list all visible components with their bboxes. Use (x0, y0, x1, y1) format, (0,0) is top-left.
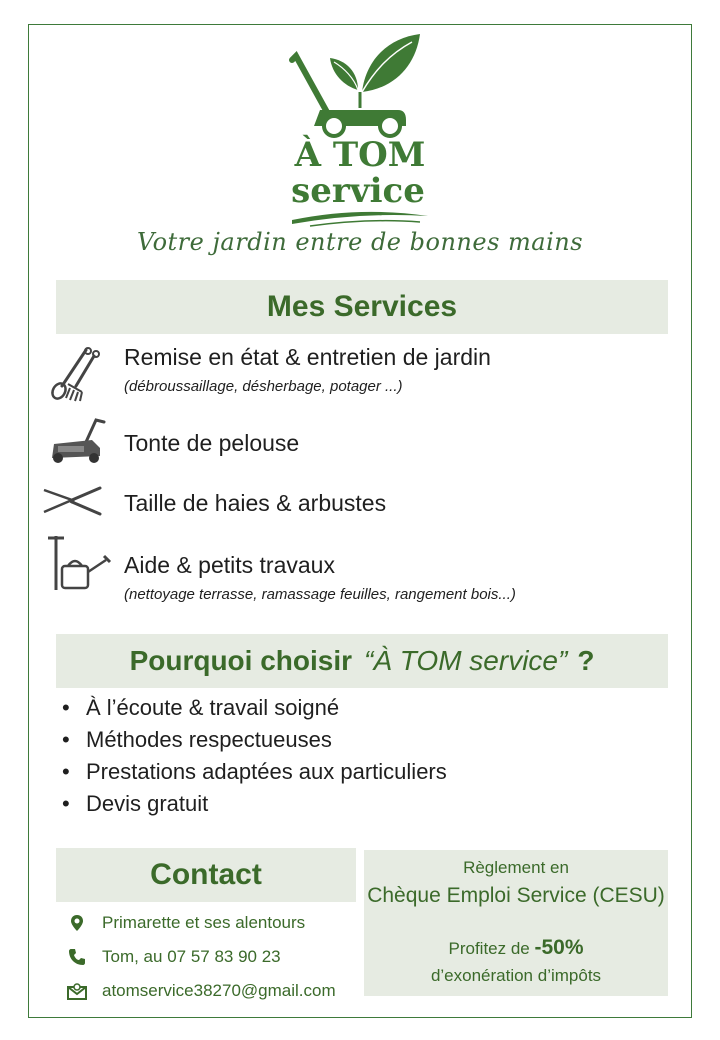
location-pin-icon (66, 912, 88, 934)
phone-icon (66, 946, 88, 968)
service-title-3: Taille de haies & arbustes (124, 490, 387, 516)
wheel-right-icon (380, 116, 400, 136)
why-title-name: “À TOM service” (364, 645, 568, 676)
cesu-promo-prefix: Profitez de (448, 939, 530, 958)
lawn-mower-icon (46, 418, 108, 464)
contact-location-text: Primarette et ses alentours (102, 913, 306, 932)
why-title-prefix: Pourquoi choisir (129, 645, 353, 676)
list-item: • Devis gratuit (62, 791, 209, 816)
email-icon (66, 980, 88, 1002)
contact-location (66, 910, 305, 936)
service-subtitle-4: (nettoyage terrasse, ramassage feuilles, rangement bois...) (124, 586, 516, 603)
garden-tools-icon (48, 346, 104, 402)
services-band (56, 280, 668, 334)
service-title-4: Aide & petits travaux (124, 552, 335, 578)
watering-can-icon (46, 534, 114, 594)
list-item: • Méthodes respectueuses (62, 727, 332, 752)
service-title-2: Tonte de pelouse (124, 430, 300, 456)
logo-name-line1: À TOM (294, 135, 426, 175)
contact-email-text[interactable]: atomservice38270@gmail.com (102, 981, 336, 1000)
cesu-line1: Règlement en (463, 858, 569, 877)
contact-phone[interactable] (66, 944, 281, 970)
service-subtitle-1: (débroussaillage, désherbage, potager ...) (124, 378, 403, 395)
services-title: Mes Services (266, 290, 458, 323)
cesu-promo-value: -50% (534, 936, 584, 959)
tagline: Votre jardin entre de bonnes mains (136, 228, 584, 256)
hedge-shears-icon (42, 484, 104, 518)
why-title-suffix: ? (577, 645, 595, 676)
contact-phone-text[interactable]: Tom, au 07 57 83 90 23 (102, 947, 281, 966)
cesu-promo (364, 936, 668, 960)
why-band (56, 634, 668, 688)
service-title-1: Remise en état & entretien de jardin (124, 344, 491, 370)
contact-band (56, 848, 356, 902)
cesu-box (364, 850, 668, 996)
list-item: • Prestations adaptées aux particuliers (62, 759, 447, 784)
logo-name-line2: service (291, 171, 425, 211)
list-item: • À l’écoute & travail soigné (62, 695, 340, 720)
contact-email[interactable] (66, 978, 336, 1004)
cesu-promo-line2: d’exonération d’impôts (430, 966, 602, 985)
contact-title: Contact (150, 858, 262, 891)
cesu-line2: Chèque Emploi Service (CESU) (367, 884, 665, 907)
why-list (62, 692, 447, 820)
wheel-left-icon (324, 116, 344, 136)
brand-logo (270, 30, 450, 235)
